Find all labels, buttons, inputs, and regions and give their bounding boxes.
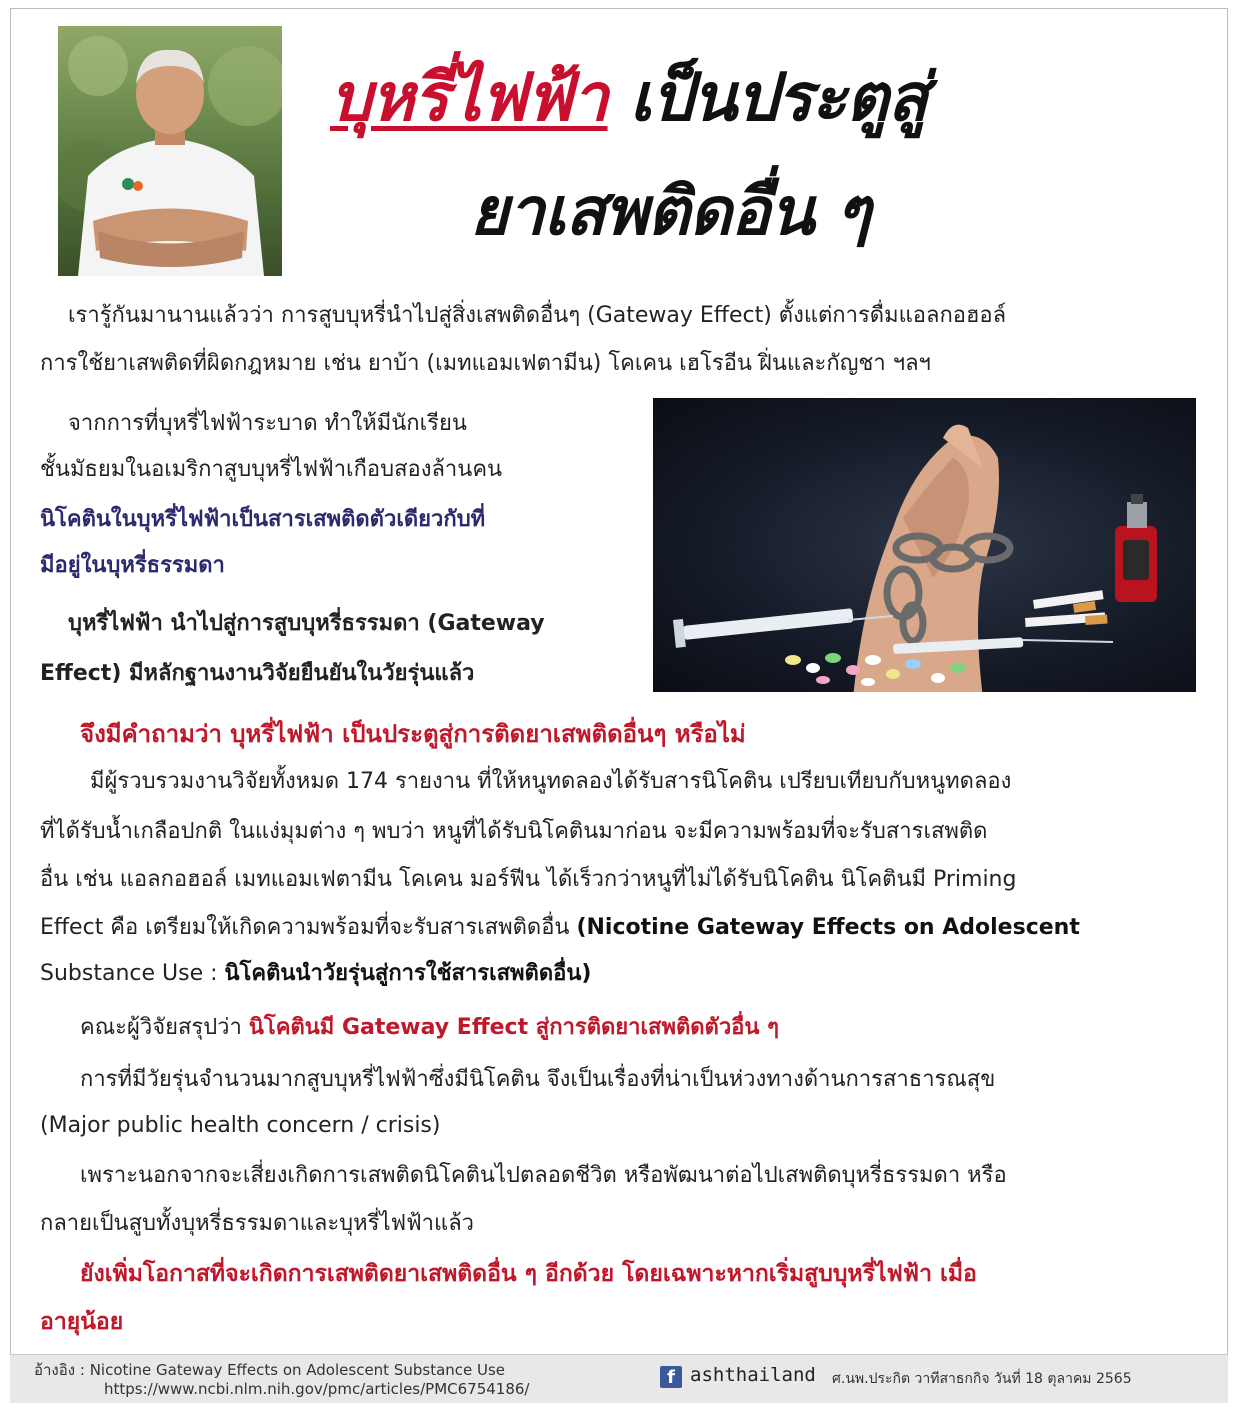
para3-line1 (68, 604, 545, 644)
para6-line1: เพราะนอกจากจะเสี่ยงเกิดการเสพติดนิโคตินไปตลอดชีวิต หรือพัฒนาต่อไปเสพติดบุหรี่ธรรมดา หรือ (80, 1163, 1007, 1188)
para4-line5 (40, 954, 591, 994)
reference-text: Nicotine Gateway Effects on Adolescent Substance Use (89, 1361, 506, 1379)
para4-line5-text: Substance Use : (40, 961, 225, 986)
title-rest: เป็นประตูสู่ (607, 59, 928, 136)
facebook-icon[interactable]: f (660, 1366, 682, 1388)
para5-line1: การที่มีวัยรุ่นจำนวนมากสูบบุหรี่ไฟฟ้าซึ่งมีนิโคติน จึงเป็นเรื่องที่น่าเป็นห่วงทางด้านการสาธารณสุข (80, 1067, 996, 1092)
para4-line4-bold: (Nicotine Gateway Effects on Adolescent (576, 915, 1080, 940)
para2-line3: นิโคตินในบุหรี่ไฟฟ้าเป็นสารเสพติดตัวเดียวกับที่ (40, 507, 486, 532)
reference-title (34, 1358, 505, 1382)
para4-line2: ที่ได้รับน้ำเกลือปกติ ในแง่มุมต่าง ๆ พบว่า หนูที่ได้รับนิโคตินมาก่อน จะมีความพร้อมที่จะรับสารเสพติด (40, 819, 988, 844)
reference-url[interactable]: https://www.ncbi.nlm.nih.gov/pmc/articles/PMC6754186/ (104, 1380, 530, 1398)
para2-line2: ชั้นมัธยมในอเมริกาสูบบุหรี่ไฟฟ้าเกือบสองล้านคน (40, 457, 503, 482)
conclusion-line (80, 1008, 779, 1048)
reference-label: อ้างอิง : (34, 1361, 90, 1379)
para1-line1: เรารู้กันมานานแล้วว่า การสูบบุหรี่นำไปสู่สิ่งเสพติดอื่นๆ (Gateway Effect) ตั้งแต่การดื่มแอลกอฮอล์ (68, 303, 1007, 328)
para2-line4: มีอยู่ในบุหรี่ธรรมดา (40, 553, 225, 578)
para4-line3: อื่น เช่น แอลกอฮอล์ เมทแอมเฟตามีน โคเคน มอร์ฟีน ได้เร็วกว่าหนูที่ไม่ได้รับนิโคติน นิโคตินมี Priming (40, 867, 1017, 892)
facebook-handle[interactable]: ashthailand (690, 1364, 816, 1386)
conclusion-highlight: นิโคตินมี Gateway Effect สู่การติดยาเสพติดตัวอื่น ๆ (248, 1015, 779, 1040)
para6-line2: กลายเป็นสูบทั้งบุหรี่ธรรมดาและบุหรี่ไฟฟ้าแล้ว (40, 1211, 475, 1236)
conclusion-prefix: คณะผู้วิจัยสรุปว่า (80, 1015, 249, 1040)
author-date: ศ.นพ.ประกิต วาทีสาธกกิจ วันที่ 18 ตุลาคม 2565 (832, 1371, 1132, 1387)
para7-line2: อายุน้อย (40, 1309, 124, 1335)
para2-line1: จากการที่บุหรี่ไฟฟ้าระบาด ทำให้มีนักเรียน (68, 411, 467, 436)
para7-line1: ยังเพิ่มโอกาสที่จะเกิดการเสพติดยาเสพติดอื่น ๆ อีกด้วย โดยเฉพาะหากเริ่มสูบบุหรี่ไฟฟ้า เมื่อ (80, 1261, 977, 1287)
title-highlight: บุหรี่ไฟฟ้า (330, 59, 608, 136)
title-line-2: ยาเสพติดอื่น ๆ (470, 173, 870, 250)
addiction-photo (653, 398, 1196, 692)
para4-line1: มีผู้รวบรวมงานวิจัยทั้งหมด 174 รายงาน ที่ให้หนูทดลองได้รับสารนิโคติน เปรียบเทียบกับหนูทดลอง (90, 769, 1012, 794)
para4-line4 (40, 908, 1080, 948)
title-line-1 (330, 58, 927, 138)
para3-line1-text: บุหรี่ไฟฟ้า นำไปสู่การสูบบุหรี่ธรรมดา (Gateway (68, 611, 545, 636)
para4-line4-text: Effect คือ เตรียมให้เกิดความพร้อมที่จะรับสารเสพติดอื่น (40, 915, 577, 940)
para1-line2: การใช้ยาเสพติดที่ผิดกฎหมาย เช่น ยาบ้า (เมทแอมเฟตามีน) โคเคน เฮโรอีน ฝิ่นและกัญชา ฯลฯ (40, 351, 931, 376)
para5-line2: (Major public health concern / crisis) (40, 1113, 441, 1138)
question-heading: จึงมีคำถามว่า บุหรี่ไฟฟ้า เป็นประตูสู่การติดยาเสพติดอื่นๆ หรือไม่ (80, 720, 746, 748)
para3-line2: Effect) มีหลักฐานงานวิจัยยืนยันในวัยรุ่นแล้ว (40, 661, 475, 686)
para4-line5-bold: นิโคตินนำวัยรุ่นสู่การใช้สารเสพติดอื่น) (224, 961, 592, 986)
author-photo (58, 26, 282, 276)
